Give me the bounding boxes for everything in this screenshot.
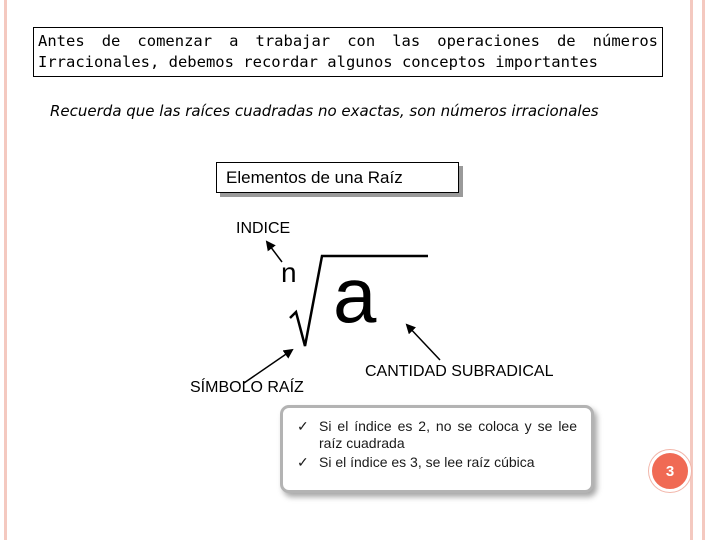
intro-line-1: Antes de comenzar a trabajar con las operaciones de números bbox=[38, 32, 658, 50]
note-text-2: Si el índice es 3, se lee raíz cúbica bbox=[319, 454, 535, 470]
page-number-badge: 3 bbox=[649, 450, 691, 492]
index-letter: n bbox=[281, 257, 297, 288]
note-text-1: Si el índice es 2, no se coloca y se lee raíz cuadrada bbox=[319, 418, 577, 451]
intro-line-2: Irracionales, debemos recordar algunos conceptos importantes bbox=[38, 53, 598, 71]
symbol-arrow bbox=[244, 350, 292, 383]
index-arrow bbox=[267, 242, 282, 262]
note-item bbox=[297, 418, 577, 452]
note-box bbox=[280, 405, 594, 493]
elements-title-box: Elementos de una Raíz bbox=[216, 162, 459, 193]
reminder-text: Recuerda que las raíces cuadradas no exactas, son números irracionales bbox=[50, 102, 599, 120]
checkmark-icon: ✓ bbox=[297, 418, 309, 434]
checkmark-icon: ✓ bbox=[297, 454, 309, 470]
radical-sign bbox=[290, 251, 428, 346]
radicand-arrow bbox=[407, 325, 440, 360]
radicand-label: CANTIDAD SUBRADICAL bbox=[365, 363, 554, 380]
symbol-label: SÍMBOLO RAÍZ bbox=[190, 379, 304, 396]
radicand-letter: a bbox=[333, 251, 377, 339]
index-label: INDICE bbox=[236, 220, 291, 237]
note-item bbox=[297, 454, 577, 471]
